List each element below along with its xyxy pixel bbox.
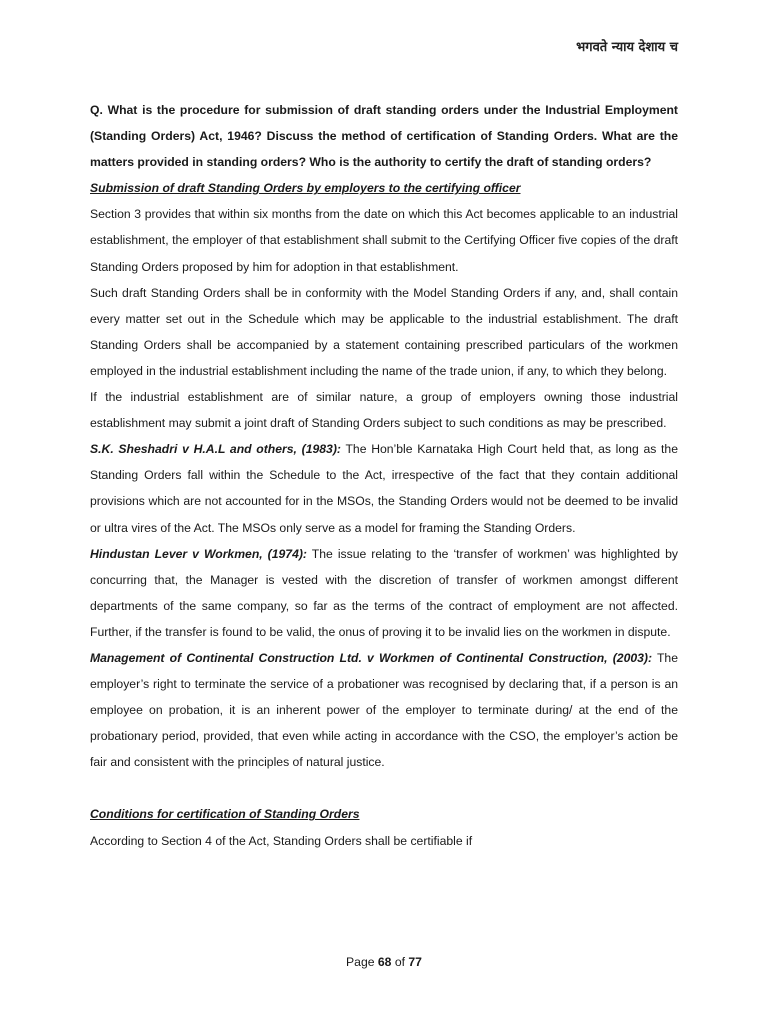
case-paragraph bbox=[90, 436, 678, 540]
section-heading-submission: Submission of draft Standing Orders by employers to the certifying officer bbox=[90, 181, 521, 196]
page-total: 77 bbox=[408, 955, 422, 969]
spacer bbox=[90, 775, 678, 801]
header-motto: भगवते न्याय देशाय च bbox=[576, 40, 678, 55]
case-text: The Hon’ble Karnataka High Court held that, as long as the Standing Orders fall within the Schedule to the Act, irrespective of the fact that they contain additional provisions which are not accounted for in the MSOs, the Standing Orders would not be deemed to be invalid or ultra vires of the Act. The MSOs only serve as a model for framing the Standing Orders. bbox=[90, 442, 678, 535]
case-citation: Management of Continental Construction Ltd. v Workmen of Continental Construction, (2003): bbox=[90, 650, 653, 665]
paragraph: According to Section 4 of the Act, Standing Orders shall be certifiable if bbox=[90, 833, 473, 848]
case-citation: S.K. Sheshadri v H.A.L and others, (1983): bbox=[90, 442, 341, 457]
document-body bbox=[90, 97, 678, 854]
paragraph: If the industrial establishment are of similar nature, a group of employers owning those industrial establishment may submit a joint draft of Standing Orders subject to such conditions as may be prescribed. bbox=[90, 390, 678, 431]
case-text: The issue relating to the ‘transfer of workmen’ was highlighted by concurring that, the Manager is vested with the discretion of transfer of workmen amongst different departments of the same company, so far as the terms of the contract of employment are not affected. Further, if the transfer is found to be valid, the onus of proving it to be invalid lies on the workmen in dispute. bbox=[90, 546, 678, 639]
case-text: The employer’s right to terminate the service of a probationer was recognised by declaring that, if a person is an employee on probation, it is an inherent power of the employer to terminate during/ at the end of the probationary period, provided, that even while acting in accordance with the CSO, the employer’s action be fair and consistent with the principles of natural justice. bbox=[90, 650, 678, 770]
paragraph: Such draft Standing Orders shall be in conformity with the Model Standing Orders if any, and, shall contain every matter set out in the Schedule which may be applicable to the industrial establishment. The draft Standing Orders shall be accompanied by a statement containing prescribed particulars of the workmen employed in the industrial establishment including the name of the trade union, if any, to which they belong. bbox=[90, 285, 678, 378]
case-citation: Hindustan Lever v Workmen, (1974): bbox=[90, 546, 307, 561]
case-paragraph bbox=[90, 541, 678, 645]
page-current: 68 bbox=[377, 955, 392, 969]
section-heading-conditions: Conditions for certification of Standing Orders bbox=[90, 807, 360, 822]
question-text: Q. What is the procedure for submission of draft standing orders under the Industrial Employment (Standing Orders) Act, 1946? Discuss the method of certification of Standing Orders. What are the matters provided in standing orders? Who is the authority to certify the draft of standing orders? bbox=[90, 103, 678, 170]
page-label-middle: of bbox=[391, 955, 409, 969]
paragraph: Section 3 provides that within six months from the date on which this Act becomes applicable to an industrial establishment, the employer of that establishment shall submit to the Certifying Officer five copies of the draft Standing Orders proposed by him for adoption in that establishment. bbox=[90, 207, 678, 274]
page-label-prefix: Page bbox=[346, 955, 378, 969]
case-paragraph bbox=[90, 645, 678, 775]
page-footer bbox=[0, 955, 768, 969]
